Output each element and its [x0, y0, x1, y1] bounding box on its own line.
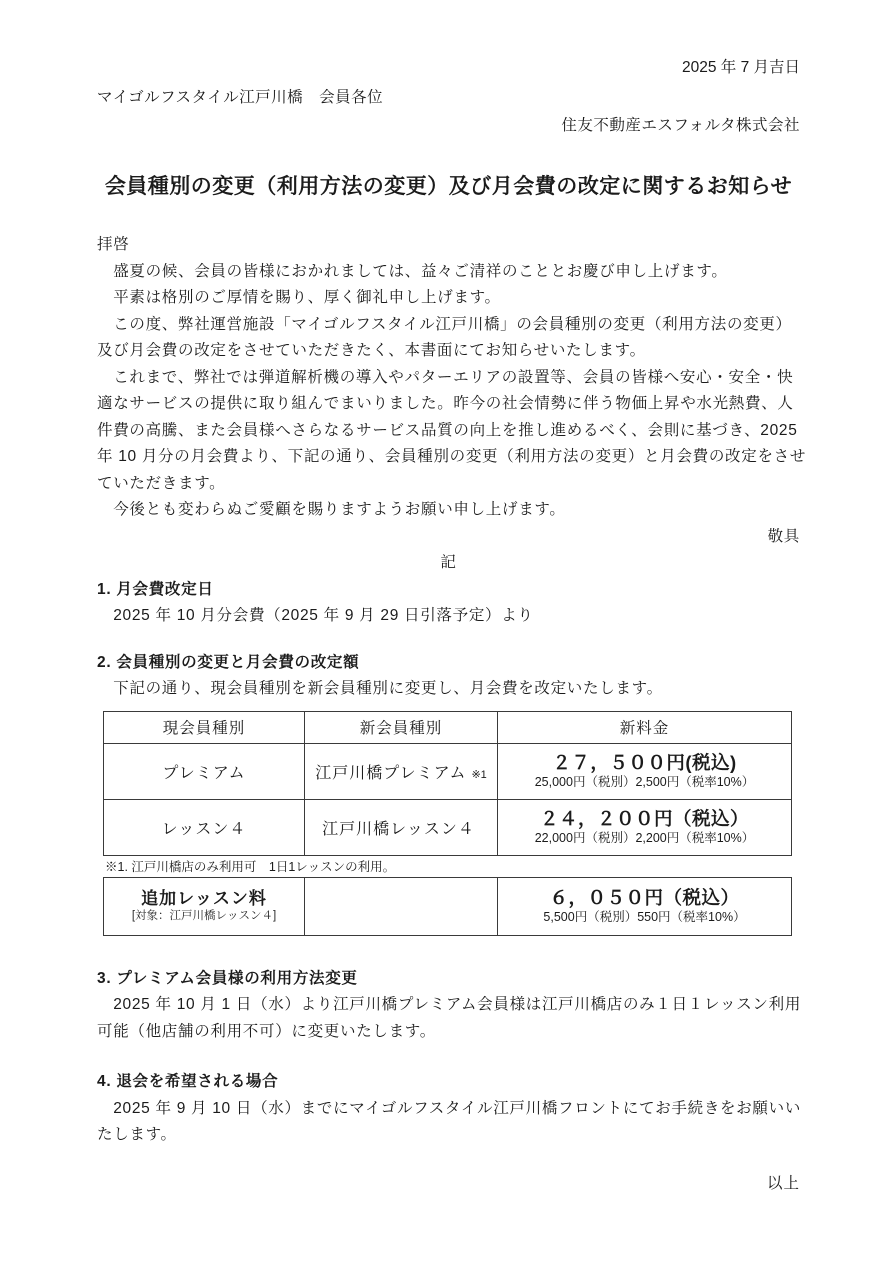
addon-fee-cell [498, 877, 792, 935]
section-line: 可能（他店舗の利用不可）に変更いたします。 [97, 1022, 436, 1040]
new-type-label: 江戸川橋レッスン４ [322, 820, 475, 838]
price-main: ２７，５００円(税込) [552, 752, 737, 773]
new-type-label: 江戸川橋プレミアム [315, 764, 467, 782]
section-premium-usage-change [97, 966, 800, 1046]
pricing-table [103, 711, 792, 856]
section-fee-revision-date [97, 577, 800, 630]
new-type-cell [305, 799, 498, 855]
pricing-table-header-row [104, 711, 792, 743]
section-line: 下記の通り、現会員種別を新会員種別に変更し、月会費を改定いたします。 [97, 680, 663, 697]
closing-salutation: 敬具 [767, 527, 800, 545]
addon-sublabel: [対象：江戸川橋レッスン４] [131, 910, 277, 922]
addon-empty-cell [305, 877, 498, 935]
end-marker: 以上 [766, 1174, 800, 1192]
body-line: 適なサービスの提供に取り組んでまいりました。昨今の社会情勢に伴う物価上昇や水光熱費、人 [97, 395, 794, 412]
price-breakdown: 5,500円（税別）550円（税率10%） [543, 910, 746, 924]
price-main: ６，０５０円（税込） [549, 887, 740, 908]
footnote-ref: ※1 [471, 768, 487, 781]
body-paragraph [97, 232, 807, 524]
price-breakdown: 25,000円（税別）2,500円（税率10%） [534, 775, 755, 789]
section-line: 2025 年 10 月分会費（2025 年 9 月 29 日引落予定）より [97, 607, 534, 624]
section-line: たします。 [97, 1126, 177, 1143]
section-line: 2025 年 9 月 10 日（水）までにマイゴルフスタイル江戸川橋フロントにてお手続きをお願いい [97, 1099, 802, 1117]
recipient-line: マイゴルフスタイル江戸川橋 会員各位 [97, 89, 384, 106]
body-line: 拝啓 [97, 236, 130, 253]
current-type-cell: プレミアム [104, 743, 305, 799]
section-heading: 2. 会員種別の変更と月会費の改定額 [97, 653, 360, 671]
col-header-new-fee: 新料金 [498, 711, 792, 743]
col-header-new-type: 新会員種別 [305, 711, 498, 743]
addon-label: 追加レッスン料 [141, 889, 267, 908]
company-name: 住友不動産エスフォルタ株式会社 [561, 117, 800, 134]
section-heading: 4. 退会を希望される場合 [97, 1073, 279, 1090]
body-line: 件費の高騰、また会員様へさらなるサービス品質の向上を推し進めるべく、会則に基づき、2025 [97, 421, 798, 439]
new-fee-cell [498, 743, 792, 799]
section-line: 2025 年 10 月 1 日（水）より江戸川橋プレミアム会員様は江戸川橋店のみ１日１レッスン利用 [97, 996, 802, 1013]
body-line: ていただきます。 [97, 474, 226, 492]
record-marker: 記 [440, 554, 457, 571]
body-line: 及び月会費の改定をさせていただきたく、本書面にてお知らせいたします。 [97, 342, 646, 359]
price-main: ２４，２００円（税込） [539, 808, 749, 829]
section-heading: 3. プレミアム会員様の利用方法変更 [97, 969, 358, 987]
current-type-cell: レッスン４ [104, 799, 305, 855]
section-heading: 1. 月会費改定日 [97, 580, 214, 598]
body-line: この度、弊社運営施設「マイゴルフスタイル江戸川橋」の会員種別の変更（利用方法の変更） [97, 315, 792, 333]
document-date: 2025 年 7 月吉日 [681, 59, 800, 76]
addon-lesson-fee-table [103, 877, 792, 936]
body-line: 盛夏の候、会員の皆様におかれましては、益々ご清祥のこととお慶び申し上げます。 [97, 262, 728, 280]
table-row-lesson4 [104, 799, 792, 855]
table-footnote: ※1. 江戸川橋店のみ利用可 1日1レッスンの利用。 [105, 859, 396, 874]
table-row-addon-lesson [104, 877, 792, 935]
addon-label-cell [104, 877, 305, 935]
table-row-premium [104, 743, 792, 799]
body-line: 平素は格別のご厚情を賜り、厚く御礼申し上げます。 [97, 289, 501, 306]
new-fee-cell [498, 799, 792, 855]
price-breakdown: 22,000円（税別）2,200円（税率10%） [534, 831, 755, 845]
body-line: 年 10 月分の月会費より、下記の通り、会員種別の変更（利用方法の変更）と月会費の改定をさせ [97, 448, 807, 465]
col-header-current-type: 現会員種別 [104, 711, 305, 743]
body-line: 今後とも変わらぬご愛顧を賜りますようお願い申し上げます。 [97, 501, 566, 518]
section-withdrawal [97, 1069, 800, 1149]
section-membership-change [97, 650, 800, 703]
body-line: これまで、弊社では弾道解析機の導入やパターエリアの設置等、会員の皆様へ安心・安全・快 [97, 368, 794, 386]
document-title: 会員種別の変更（利用方法の変更）及び月会費の改定に関するお知らせ [104, 175, 793, 198]
new-type-cell [305, 743, 498, 799]
